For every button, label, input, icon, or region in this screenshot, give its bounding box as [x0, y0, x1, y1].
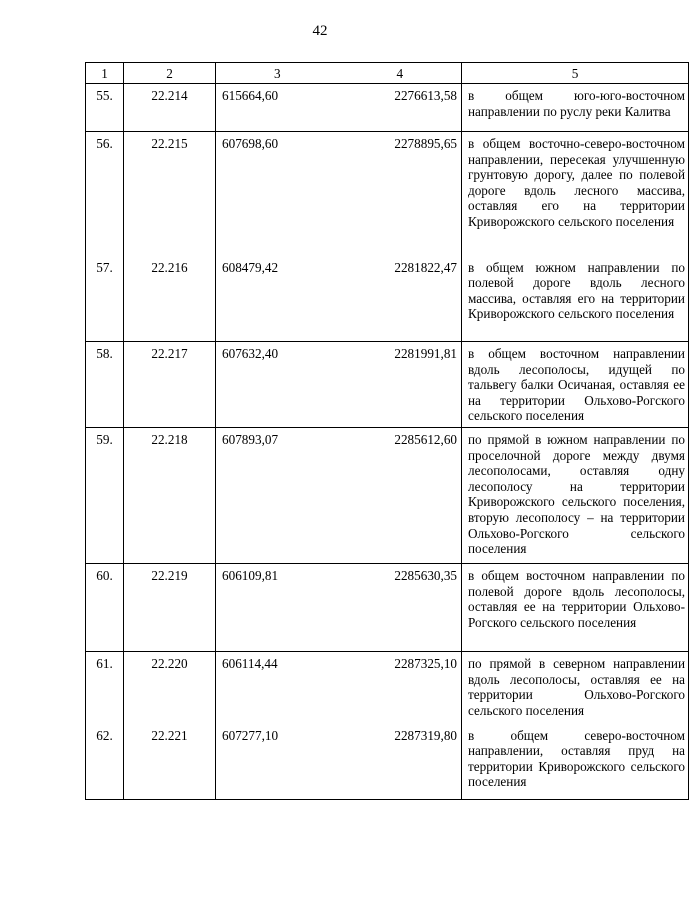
header-col-3-4 — [216, 63, 462, 84]
boundary-description: в общем восточно-северо-восточном направлении, пересекая улучшенную грунтовую дорогу, далее по полевой дороге вдоль лесного массива, оставляя его на территории Криворожского сельского поселения — [462, 132, 689, 256]
boundary-description: по прямой в южном направлении по проселочной дороге между двумя лесополосами, оставляя одну лесополосу на территории Криворожского сельского поселения, вторую лесополосу – на территории Ольхово-Рогского сельского поселения — [462, 428, 689, 564]
table-row — [86, 652, 689, 724]
row-number: 58. — [86, 342, 124, 428]
page-number: 42 — [312, 23, 328, 39]
header-col-4: 4 — [396, 65, 404, 81]
boundary-description: в общем восточном направлении вдоль лесополосы, идущей по тальвегу балки Осичаная, оставляя ее на территории Ольхово-Рогского сельского поселения — [462, 342, 689, 428]
coordinates — [216, 652, 462, 724]
header-col-1: 1 — [86, 63, 124, 84]
coord-x: 606114,44 — [222, 656, 278, 671]
coordinates — [216, 428, 462, 564]
row-number: 60. — [86, 564, 124, 652]
point-id: 22.221 — [124, 724, 216, 800]
boundary-description: в общем северо-восточном направлении, оставляя пруд на территории Криворожского сельского поселения — [462, 724, 689, 800]
coordinates — [216, 84, 462, 132]
table-row — [86, 342, 689, 428]
point-id: 22.219 — [124, 564, 216, 652]
coord-x: 615664,60 — [222, 88, 279, 103]
coord-y: 2285612,60 — [394, 432, 457, 447]
point-id: 22.218 — [124, 428, 216, 564]
coord-x: 608479,42 — [222, 259, 279, 275]
boundary-table — [85, 62, 689, 800]
boundary-description: в общем восточном направлении по полевой дороге вдоль лесополосы, оставляя ее на территории Ольхово-Рогского сельского поселения — [462, 564, 689, 652]
coord-x: 607893,07 — [222, 432, 279, 447]
coord-y: 2285630,35 — [394, 568, 457, 583]
coord-y: 2278895,65 — [394, 136, 457, 151]
coord-x: 607698,60 — [222, 136, 279, 151]
coordinates — [216, 724, 462, 800]
row-number: 61. — [86, 652, 124, 724]
table-row — [86, 564, 689, 652]
coord-y: 2287325,10 — [394, 656, 457, 671]
header-col-3: 3 — [273, 65, 281, 81]
coordinates — [216, 564, 462, 652]
header-col-5: 5 — [462, 63, 689, 84]
point-id: 22.220 — [124, 652, 216, 724]
coord-y: 2276613,58 — [394, 88, 457, 103]
table-row — [86, 256, 689, 342]
row-number: 57. — [86, 256, 124, 342]
point-id: 22.215 — [124, 132, 216, 256]
table-row — [86, 428, 689, 564]
header-col-2: 2 — [124, 63, 216, 84]
row-number: 59. — [86, 428, 124, 564]
point-id: 22.216 — [124, 256, 216, 342]
coord-x: 607632,40 — [222, 346, 279, 361]
table-header-row — [86, 63, 689, 84]
coord-y: 2281991,81 — [394, 346, 457, 361]
boundary-description: в общем южном направлении по полевой дороге вдоль лесного массива, оставляя его на территории Криворожского сельского поселения — [462, 256, 689, 342]
row-number: 62. — [86, 724, 124, 800]
row-number: 56. — [86, 132, 124, 256]
coordinates — [216, 342, 462, 428]
row-number: 55. — [86, 84, 124, 132]
coord-y: 2287319,80 — [394, 727, 457, 743]
coord-x: 607277,10 — [222, 727, 279, 743]
table-row — [86, 84, 689, 132]
table-row — [86, 724, 689, 800]
coordinates — [216, 256, 462, 342]
boundary-description: по прямой в северном направлении вдоль лесополосы, оставляя ее на территории Ольхово-Рогского сельского поселения — [462, 652, 689, 724]
point-id: 22.217 — [124, 342, 216, 428]
coord-x: 606109,81 — [222, 568, 279, 583]
coordinates — [216, 132, 462, 256]
boundary-description: в общем юго-юго-восточном направлении по руслу реки Калитва — [462, 84, 689, 132]
coord-y: 2281822,47 — [394, 259, 457, 275]
point-id: 22.214 — [124, 84, 216, 132]
table-row — [86, 132, 689, 256]
